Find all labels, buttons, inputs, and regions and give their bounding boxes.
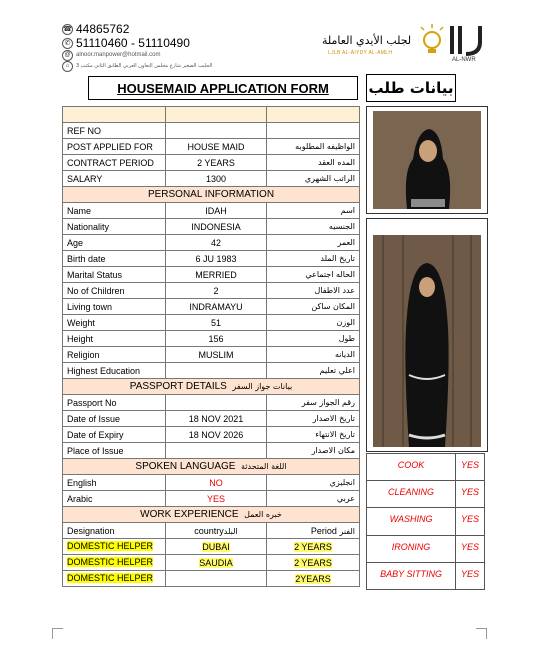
row-label: English [63,475,166,491]
work-row [63,555,360,571]
work-designation-cell [63,539,166,555]
work-designation: DOMESTIC HELPER [67,541,154,551]
row-label-ar: عدد الاطفال [267,283,360,299]
form-row-date-of-issue [63,411,360,427]
row-value: 2 [166,283,267,299]
form-row-birth-date [63,251,360,267]
row-value: 6 JU 1983 [166,251,267,267]
row-label-ar: عربي [267,491,360,507]
full-body-figure-icon [373,235,481,447]
section-title [63,379,360,395]
row-value: 18 NOV 2021 [166,411,267,427]
skill-value: YES [456,535,485,562]
work-country-cell [166,539,267,555]
row-label: Date of Issue [63,411,166,427]
skill-row [367,562,485,589]
row-label-ar: رقم الجواز سفر [267,395,360,411]
skill-row [367,508,485,535]
row-value: 156 [166,331,267,347]
column-period [267,523,360,539]
work-country-cell [166,571,267,587]
row-label-ar: انجليزي [267,475,360,491]
row-label: Weight [63,315,166,331]
row-value: 51 [166,315,267,331]
section-title-ar: خبره العمل [244,510,282,519]
form-row-contract [63,155,360,171]
work-period: 2 YEARS [294,541,332,552]
row-value: 42 [166,235,267,251]
location-icon: ⌂ [62,61,73,72]
row-label-ar: اعلي تعليم [267,363,360,379]
form-row-education [63,363,360,379]
application-form-table [62,106,360,587]
row-label: Age [63,235,166,251]
phone-secondary: 51110460 - 51110490 [76,36,190,50]
skill-name: WASHING [367,508,456,535]
mobile-icon: ✆ [62,38,73,49]
skill-row [367,481,485,508]
row-label-ar [267,123,360,139]
section-title: PERSONAL INFORMATION [63,187,360,203]
phone-primary: 44865762 [76,22,130,36]
form-row-english [63,475,360,491]
row-label: Marital Status [63,267,166,283]
skill-name: CLEANING [367,481,456,508]
address-text: الجليب الصغير شارع مجلس التعاون العربي الطابق الثاني مكتب 3 [76,63,213,69]
skill-value: YES [456,562,485,589]
work-period-cell [267,539,360,555]
work-period-cell [267,555,360,571]
work-designation: DOMESTIC HELPER [67,557,154,567]
work-row [63,539,360,555]
form-row-living-town [63,299,360,315]
row-label-ar: تاريخ الاصدار [267,411,360,427]
form-row-date-of-expiry [63,427,360,443]
form-row-arabic [63,491,360,507]
form-row-place-of-issue [63,443,360,459]
row-label-ar: طول [267,331,360,347]
row-value: 18 NOV 2026 [166,427,267,443]
lightbulb-logo-icon [418,22,488,62]
row-label: No of Children [63,283,166,299]
row-label: Living town [63,299,166,315]
row-label: Passport No [63,395,166,411]
page-title-arabic: بيانات طلب [366,74,456,102]
row-value: 1300 [166,171,267,187]
form-row-age [63,235,360,251]
row-label-ar: الديانه [267,347,360,363]
row-label: Arabic [63,491,166,507]
section-personal-information [63,187,360,203]
row-label-ar: الراتب الشهري [267,171,360,187]
section-title [63,459,360,475]
row-label: CONTRACT PERIOD [63,155,166,171]
row-label-ar: الحاله اجتماعي [267,267,360,283]
row-label-ar: الجنسيه [267,219,360,235]
portrait-photo [366,106,488,214]
work-period: 2 YEARS [294,557,332,568]
skill-name: IRONING [367,535,456,562]
row-value: NO [166,475,267,491]
row-label: Place of Issue [63,443,166,459]
row-value: YES [166,491,267,507]
row-label: Date of Expiry [63,427,166,443]
logo-brand-text: AL-NWR [452,57,476,63]
skill-row [367,535,485,562]
row-label: Height [63,331,166,347]
logo-english-text: LJLB AL-AIYDY AL-AMLH [328,50,393,56]
row-label: Highest Education [63,363,166,379]
form-row-nationality [63,219,360,235]
row-value [166,395,267,411]
work-row [63,571,360,587]
row-label-ar: تاريخ الانتهاء [267,427,360,443]
row-label: Nationality [63,219,166,235]
row-label-ar: العمر [267,235,360,251]
row-label-ar: المده العقد [267,155,360,171]
section-title-en: PASSPORT DETAILS [129,381,227,392]
row-label-ar: اسم [267,203,360,219]
row-value: 2 YEARS [166,155,267,171]
page-corner-mark [476,628,487,639]
logo-arabic-text: لجلب الأيدي العاملة [322,34,412,47]
row-value [166,363,267,379]
work-header-row [63,523,360,539]
row-label-ar: الوزن [267,315,360,331]
email-icon: @ [62,50,73,61]
work-country-cell [166,555,267,571]
row-label: SALARY [63,171,166,187]
column-designation: Designation [63,523,166,539]
row-label: Birth date [63,251,166,267]
form-row-post [63,139,360,155]
column-country [166,523,267,539]
column-country-en: country [194,525,224,536]
row-value: MERRIED [166,267,267,283]
work-country: SAUDIA [199,557,233,568]
form-row-children [63,283,360,299]
section-passport-details [63,379,360,395]
section-title-en: SPOKEN LANGUAGE [135,461,236,472]
skill-name: BABY SITTING [367,562,456,589]
skill-row [367,454,485,481]
row-value: INDRAMAYU [166,299,267,315]
skill-value: YES [456,481,485,508]
row-label-ar: الواظيفه المطلوبه [267,139,360,155]
row-label: Religion [63,347,166,363]
row-value: HOUSE MAID [166,139,267,155]
row-value: MUSLIM [166,347,267,363]
section-title-ar: بيانات جواز السفر [232,382,293,391]
form-row-passport-no [63,395,360,411]
contact-block [62,22,212,72]
form-row-weight [63,315,360,331]
form-row-marital-status [63,267,360,283]
row-value [166,443,267,459]
section-title-en: WORK EXPERIENCE [140,509,239,520]
column-period-en: Period [310,525,337,536]
work-country: DUBAI [202,541,230,552]
page-corner-mark [52,628,63,639]
page-title: HOUSEMAID APPLICATION FORM [88,76,358,100]
section-title [63,507,360,523]
row-label-ar: المكان ساكن [267,299,360,315]
company-logo [322,22,492,64]
row-value: IDAH [166,203,267,219]
row-value: INDONESIA [166,219,267,235]
work-period-cell [267,571,360,587]
section-work-experience [63,507,360,523]
form-row-name [63,203,360,219]
phone-icon: ☎ [63,25,72,33]
row-label: REF NO [63,123,166,139]
section-spoken-language [63,459,360,475]
skill-value: YES [456,454,485,481]
column-period-ar: الفنر [339,526,355,536]
column-country-ar: البلد [223,526,238,536]
work-designation: DOMESTIC HELPER [67,573,154,583]
form-row-height [63,331,360,347]
portrait-figure-icon [373,111,481,209]
table-top-band [63,107,360,123]
form-row-religion [63,347,360,363]
work-designation-cell [63,571,166,587]
form-row-salary [63,171,360,187]
row-label-ar: مكان الاصدار [267,443,360,459]
row-label-ar: تاريخ الملد [267,251,360,267]
work-designation-cell [63,555,166,571]
row-label: Name [63,203,166,219]
full-body-photo-image [373,235,481,447]
skills-table [366,453,485,590]
skill-name: COOK [367,454,456,481]
section-title-ar: اللغة المتحدثة [241,462,287,471]
form-row-ref [63,123,360,139]
work-period: 2YEARS [295,573,331,584]
portrait-photo-image [373,111,481,209]
email-text: alnoor.manpower@hotmail.com [76,52,161,58]
full-body-photo [366,218,488,452]
skill-value: YES [456,508,485,535]
row-value [166,123,267,139]
row-label: POST APPLIED FOR [63,139,166,155]
